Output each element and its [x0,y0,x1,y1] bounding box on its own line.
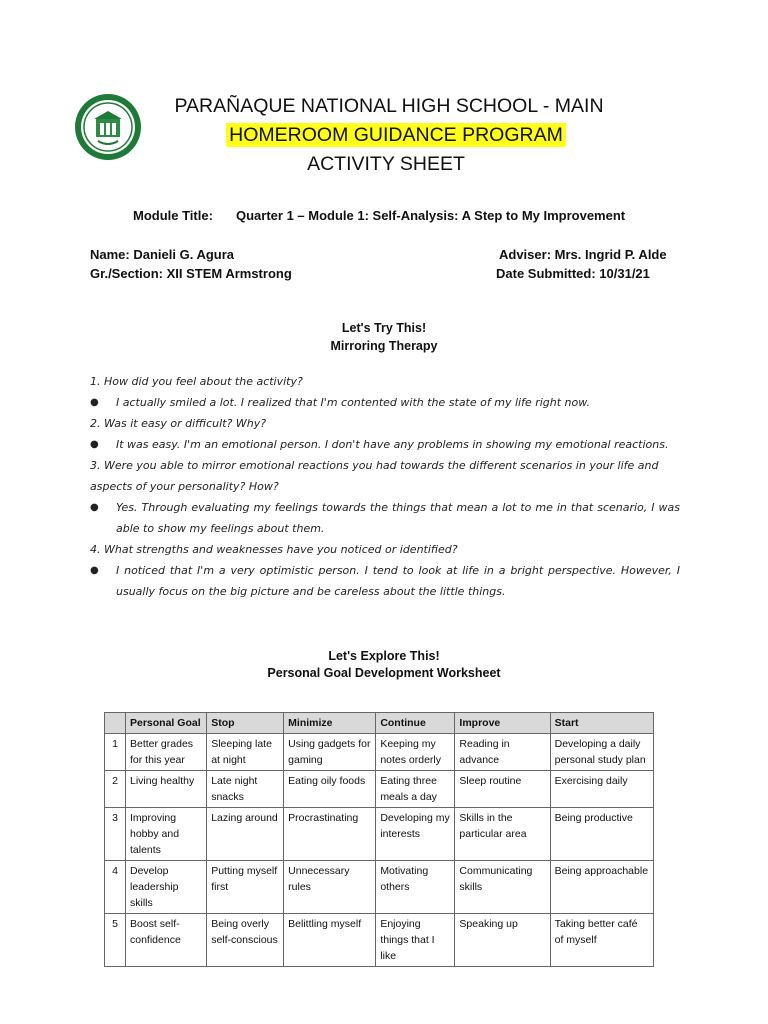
student-name: Name: Danieli G. Agura [90,247,234,262]
table-cell: 2 [105,771,126,808]
table-cell: Being overly self-conscious [207,914,284,967]
answer-4: ● I noticed that I'm a very optimistic person. I tend to look at life in a bright perspective. However, I usually focus on the big picture and be careless about the little things. [90,560,680,602]
table-cell: Late night snacks [207,771,284,808]
table-cell: Improving hobby and talents [126,808,207,861]
student-section: Gr./Section: XII STEM Armstrong [90,266,292,281]
answer-1: ● I actually smiled a lot. I realized that I'm contented with the state of my life right now. [90,392,680,413]
table-cell: Sleep routine [455,771,550,808]
table-cell: Boost self-confidence [126,914,207,967]
date-submitted: Date Submitted: 10/31/21 [496,266,650,281]
table-cell: Skills in the particular area [455,808,550,861]
table-cell: Reading in advance [455,734,550,771]
try-section-title: Let's Try This! [341,321,427,335]
table-cell: Keeping my notes orderly [376,734,455,771]
explore-section-subtitle: Personal Goal Development Worksheet [267,666,501,680]
table-cell: 4 [105,861,126,914]
sheet-title: ACTIVITY SHEET [307,153,465,175]
table-cell: Enjoying things that I like [376,914,455,967]
answer-2: ● It was easy. I'm an emotional person. I don't have any problems in showing my emotional reactions. [90,434,680,455]
question-4: 4. What strengths and weaknesses have you noticed or identified? [90,543,458,556]
module-title: Quarter 1 – Module 1: Self-Analysis: A Step to My Improvement [236,208,626,223]
answer-3: ● Yes. Through evaluating my feelings towards the things that mean a lot to me in that scenario, I was able to show my feelings about them. [90,497,680,539]
goal-worksheet-table [104,712,654,967]
table-cell: Eating three meals a day [376,771,455,808]
header-cell-stop: Stop [207,713,284,734]
header-cell-start: Start [550,713,653,734]
program-title [12,124,768,147]
try-section-subtitle: Mirroring Therapy [330,339,438,353]
table-cell: Using gadgets for gaming [284,734,376,771]
table-row [105,914,654,967]
question-list [90,371,680,602]
question-1: 1. How did you feel about the activity? [90,375,303,388]
table-cell: 1 [105,734,126,771]
table-cell: Procrastinating [284,808,376,861]
question-2: 2. Was it easy or difficult? Why? [90,417,267,430]
table-cell: Speaking up [455,914,550,967]
table-row [105,771,654,808]
table-cell: Developing a daily personal study plan [550,734,653,771]
table-cell: Develop leadership skills [126,861,207,914]
table-row [105,861,654,914]
header-cell-number [105,713,126,734]
table-header-row [105,713,654,734]
table-cell: Taking better café of myself [550,914,653,967]
header-cell-improve: Improve [455,713,550,734]
table-cell: Belittling myself [284,914,376,967]
table-cell: Developing my interests [376,808,455,861]
table-cell: Communicating skills [455,861,550,914]
table-cell: Putting myself first [207,861,284,914]
table-row [105,734,654,771]
adviser-name: Adviser: Mrs. Ingrid P. Alde [499,247,667,262]
table-cell: Living healthy [126,771,207,808]
table-cell: Eating oily foods [284,771,376,808]
table-cell: Being productive [550,808,653,861]
school-name: PARAÑAQUE NATIONAL HIGH SCHOOL - MAIN [174,95,604,117]
table-cell: Sleeping late at night [207,734,284,771]
explore-section-title: Let's Explore This! [328,649,440,663]
table-cell: Motivating others [376,861,455,914]
table-cell: 3 [105,808,126,861]
header-cell-personal-goal: Personal Goal [126,713,207,734]
question-3: 3. Were you able to mirror emotional reactions you had towards the different scenarios in your life and aspects of your personality? How? [90,459,659,493]
table-cell: Better grades for this year [126,734,207,771]
table-cell: Unnecessary rules [284,861,376,914]
table-cell: Being approachable [550,861,653,914]
table-row [105,808,654,861]
header-cell-continue: Continue [376,713,455,734]
table-cell: Lazing around [207,808,284,861]
module-label: Module Title: [133,208,213,223]
header-cell-minimize: Minimize [284,713,376,734]
table-cell: 5 [105,914,126,967]
table-cell: Exercising daily [550,771,653,808]
program-title-highlight: HOMEROOM GUIDANCE PROGRAM [226,123,566,147]
